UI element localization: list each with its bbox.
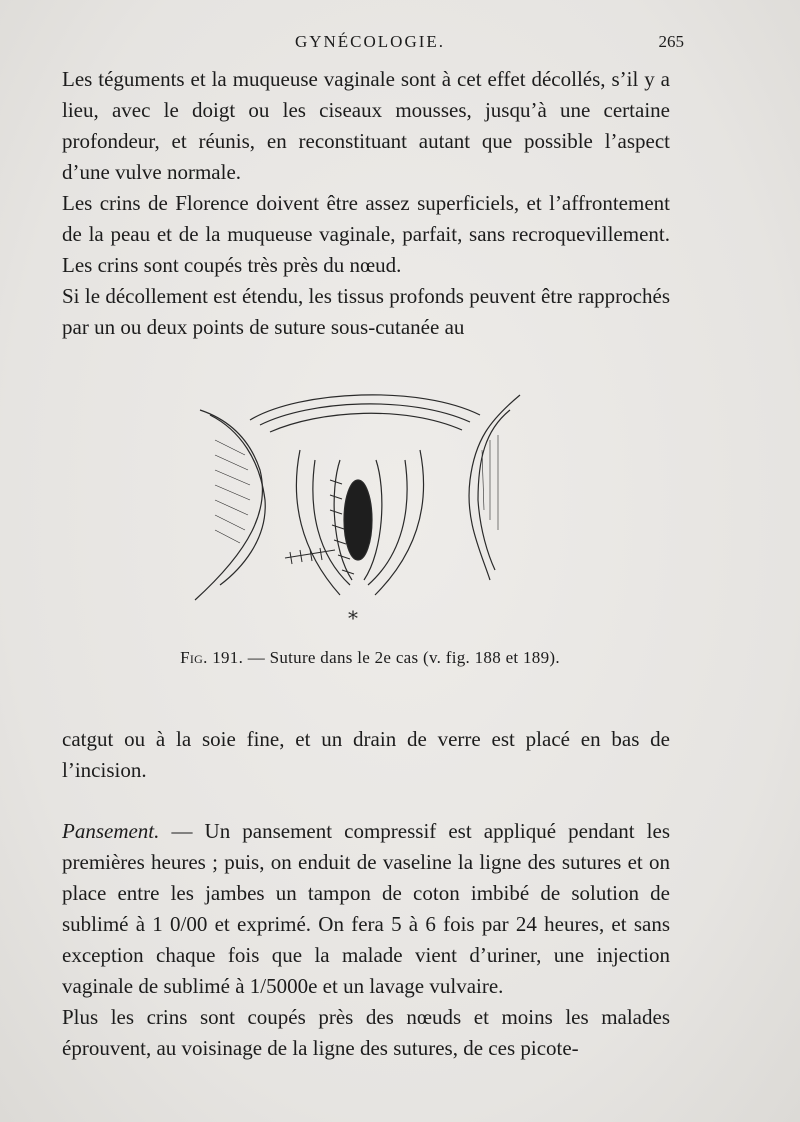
running-head bbox=[60, 28, 684, 56]
figure-191-illustration bbox=[190, 380, 530, 630]
paragraph-plus-les-crins: Plus les crins sont coupés près des nœuds et moins les malades éprouvent, au voisinage de la ligne des sutures, de ces picote- bbox=[62, 1005, 670, 1060]
paragraph-catgut: catgut ou à la soie fine, et un drain de verre est placé en bas de l’incision. bbox=[62, 727, 670, 782]
paragraph-pansement bbox=[62, 816, 670, 1002]
page-number: 265 bbox=[658, 32, 684, 51]
paragraph-decollement: Si le décollement est étendu, les tissus profonds peuvent être rapprochés par un ou deux points de suture sous-cutanée au bbox=[62, 284, 670, 339]
text-block-top bbox=[62, 64, 670, 343]
running-title: GYNÉCOLOGIE. bbox=[294, 32, 446, 51]
text-block-mid bbox=[62, 724, 670, 786]
paragraph-teguments: Les téguments et la muqueuse vaginale sont à cet effet décollés, s’il y a lieu, avec le doigt ou les ciseaux mousses, jusqu’à une certaine profondeur, et réunis, en reconstituant autant que possible l’aspect d’une vulve normale. bbox=[62, 67, 670, 184]
paragraph-crins: Les crins de Florence doivent être assez superficiels, et l’affrontement de la peau et de la muqueuse vaginale, parfait, sans recroquevillement. Les crins sont coupés très près du nœud. bbox=[62, 191, 670, 277]
text-block-bottom bbox=[62, 816, 670, 1064]
caption-text: — Suture dans le 2e cas (v. fig. 188 et 189). bbox=[247, 648, 560, 667]
figure-caption bbox=[60, 648, 680, 668]
suture-drawing bbox=[190, 380, 530, 630]
pansement-text: — Un pansement compressif est appliqué pendant les premières heures ; puis, on enduit de vaseline la ligne des sutures et on place entre les jambes un tampon de coton imbibé de solution de sublimé à 1 0/00 et exprimé. On fera 5 à 6 fois par 24 heures, et sans exception chaque fois que la malade vient d’uriner, une injection vaginale de sublimé à 1/5000e et un lavage vulvaire. bbox=[62, 819, 670, 998]
figure-marker: * bbox=[348, 606, 358, 630]
caption-label: Fig. 191. bbox=[180, 648, 244, 667]
pansement-heading: Pansement. bbox=[62, 819, 160, 843]
